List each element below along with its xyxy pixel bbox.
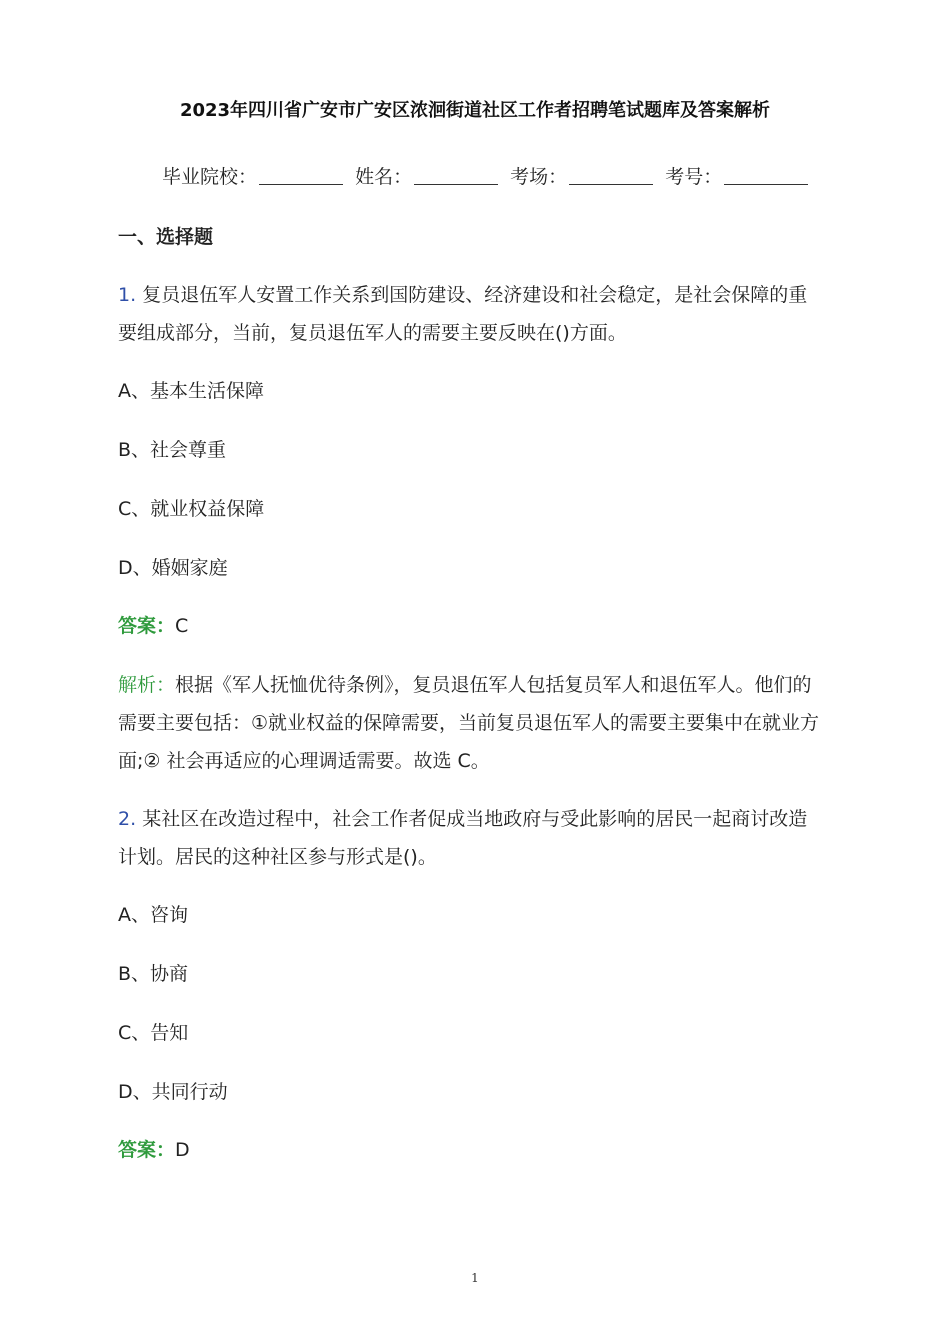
question-1-explanation-line-1 <box>118 670 812 697</box>
question-1-option-a: A、基本生活保障 <box>118 380 264 402</box>
question-2-option-d: D、共同行动 <box>118 1081 228 1103</box>
answer-value: C <box>175 615 189 637</box>
answer-label: 答案： <box>118 615 176 637</box>
question-number: 1 <box>118 284 131 306</box>
question-number-sep: . <box>130 808 137 830</box>
question-1-option-c: C、就业权益保障 <box>118 498 265 520</box>
question-stem-text: 复员退伍军人安置工作关系到国防建设、经济建设和社会稳定，是社会保障的重 <box>142 284 808 306</box>
question-2-option-b: B、协商 <box>118 963 189 985</box>
document-title: 2023年四川省广安市广安区浓洄街道社区工作者招聘笔试题库及答案解析 <box>179 100 771 121</box>
question-1-explanation-line-2: 需要主要包括：①就业权益的保障需要，当前复员退伍军人的需要主要集中在就业方 <box>118 712 820 734</box>
question-2-option-c: C、告知 <box>118 1022 189 1044</box>
question-number: 2 <box>118 808 131 830</box>
question-2-option-a: A、咨询 <box>118 904 188 926</box>
page-number: 1 <box>471 1271 479 1285</box>
exam-number-label: 考号： <box>665 166 723 188</box>
answer-label: 答案： <box>118 1139 176 1161</box>
question-2-stem-line-1 <box>118 804 807 831</box>
exam-room-label: 考场： <box>510 166 568 188</box>
question-1-option-b: B、社会尊重 <box>118 439 227 461</box>
question-number-sep: . <box>130 284 137 306</box>
explanation-label: 解析： <box>118 674 176 696</box>
question-2-stem-line-2: 计划。居民的这种社区参与形式是()。 <box>118 846 437 868</box>
section-title: 一、选择题 <box>118 226 214 248</box>
question-1-stem-line-1 <box>118 280 807 307</box>
question-2-answer <box>118 1135 190 1162</box>
question-1-answer <box>118 611 188 638</box>
answer-value: D <box>175 1139 190 1161</box>
exam-room-blank <box>569 166 653 185</box>
school-label: 毕业院校： <box>162 166 258 188</box>
explanation-text: 根据《军人抚恤优待条例》，复员退伍军人包括复员军人和退伍军人。他们的 <box>175 674 812 696</box>
name-label: 姓名： <box>355 166 413 188</box>
question-1-explanation-line-3: 面;② 社会再适应的心理调适需要。故选 C。 <box>118 750 490 772</box>
question-1-stem-line-2: 要组成部分，当前，复员退伍军人的需要主要反映在()方面。 <box>118 322 627 344</box>
school-blank <box>259 166 343 185</box>
name-blank <box>414 166 498 185</box>
candidate-info-row <box>162 162 814 189</box>
exam-number-blank <box>724 166 808 185</box>
question-1-option-d: D、婚姻家庭 <box>118 557 228 579</box>
question-stem-text: 某社区在改造过程中，社会工作者促成当地政府与受此影响的居民一起商讨改造 <box>142 808 808 830</box>
